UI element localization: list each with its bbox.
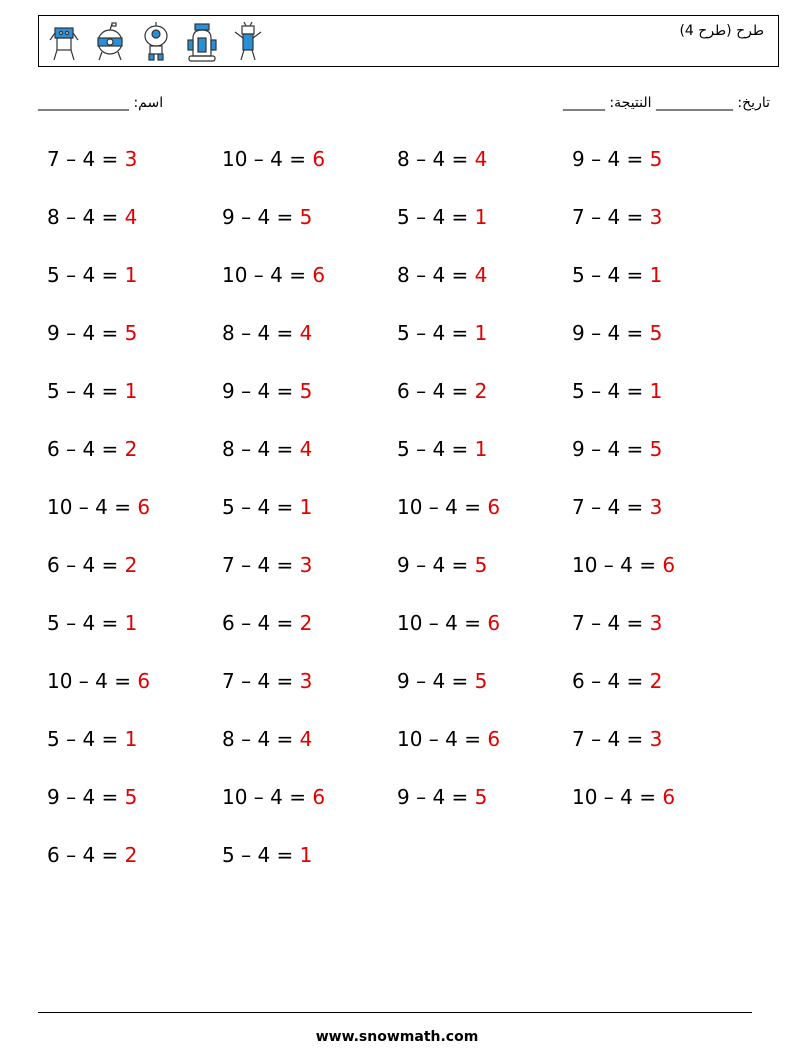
problem-item bbox=[397, 437, 487, 461]
problem-item bbox=[397, 553, 487, 577]
problem-item bbox=[222, 669, 312, 693]
problem-question: 5 – 4 = bbox=[47, 611, 125, 635]
problem-item bbox=[47, 553, 137, 577]
problem-item bbox=[222, 495, 312, 519]
problem-question: 8 – 4 = bbox=[47, 205, 125, 229]
problem-question: 9 – 4 = bbox=[397, 669, 475, 693]
problem-item bbox=[572, 437, 662, 461]
problem-question: 7 – 4 = bbox=[572, 727, 650, 751]
problem-item bbox=[47, 669, 150, 693]
problem-answer: 1 bbox=[474, 437, 488, 461]
problem-question: 9 – 4 = bbox=[572, 437, 650, 461]
problem-item bbox=[572, 553, 675, 577]
problem-question: 10 – 4 = bbox=[572, 785, 663, 809]
problem-item bbox=[397, 263, 487, 287]
problem-item bbox=[47, 437, 137, 461]
problem-answer: 5 bbox=[649, 437, 663, 461]
problem-item bbox=[47, 495, 150, 519]
problem-answer: 6 bbox=[487, 495, 501, 519]
problem-question: 5 – 4 = bbox=[397, 321, 475, 345]
problem-question: 6 – 4 = bbox=[222, 611, 300, 635]
problem-item bbox=[397, 147, 487, 171]
problem-question: 7 – 4 = bbox=[47, 147, 125, 171]
problem-question: 10 – 4 = bbox=[222, 785, 313, 809]
problem-item bbox=[222, 263, 325, 287]
problem-question: 5 – 4 = bbox=[222, 843, 300, 867]
problem-item bbox=[47, 205, 137, 229]
problem-answer: 3 bbox=[299, 553, 313, 577]
problem-answer: 1 bbox=[299, 495, 313, 519]
problem-question: 9 – 4 = bbox=[47, 785, 125, 809]
problem-item bbox=[572, 205, 662, 229]
problem-item bbox=[397, 379, 487, 403]
problem-answer: 3 bbox=[649, 727, 663, 751]
problem-answer: 5 bbox=[124, 321, 138, 345]
problem-item bbox=[397, 321, 487, 345]
problem-question: 8 – 4 = bbox=[222, 727, 300, 751]
problem-question: 6 – 4 = bbox=[47, 553, 125, 577]
problem-item bbox=[47, 147, 137, 171]
problem-question: 6 – 4 = bbox=[397, 379, 475, 403]
problem-question: 8 – 4 = bbox=[397, 263, 475, 287]
problem-question: 9 – 4 = bbox=[47, 321, 125, 345]
problem-question: 9 – 4 = bbox=[572, 147, 650, 171]
problem-answer: 3 bbox=[649, 611, 663, 635]
problem-question: 10 – 4 = bbox=[397, 495, 488, 519]
problem-question: 9 – 4 = bbox=[397, 553, 475, 577]
problem-item bbox=[47, 785, 137, 809]
problem-item bbox=[47, 843, 137, 867]
problem-item bbox=[572, 669, 662, 693]
problem-item bbox=[222, 321, 312, 345]
problem-answer: 3 bbox=[299, 669, 313, 693]
problem-item bbox=[47, 379, 137, 403]
problem-answer: 2 bbox=[124, 437, 138, 461]
problem-question: 8 – 4 = bbox=[222, 437, 300, 461]
problem-item bbox=[222, 727, 312, 751]
problem-answer: 6 bbox=[487, 611, 501, 635]
problem-item bbox=[397, 669, 487, 693]
problem-question: 10 – 4 = bbox=[47, 495, 138, 519]
problem-question: 5 – 4 = bbox=[47, 263, 125, 287]
footer-divider bbox=[38, 1012, 752, 1013]
problem-item bbox=[572, 321, 662, 345]
problem-question: 10 – 4 = bbox=[397, 611, 488, 635]
problem-answer: 4 bbox=[474, 263, 488, 287]
problem-item bbox=[572, 727, 662, 751]
problem-question: 10 – 4 = bbox=[572, 553, 663, 577]
problem-question: 8 – 4 = bbox=[397, 147, 475, 171]
problem-item bbox=[47, 727, 137, 751]
problem-question: 10 – 4 = bbox=[222, 263, 313, 287]
problem-question: 5 – 4 = bbox=[47, 727, 125, 751]
problem-question: 5 – 4 = bbox=[397, 437, 475, 461]
problem-answer: 2 bbox=[474, 379, 488, 403]
problem-answer: 1 bbox=[124, 379, 138, 403]
problem-answer: 6 bbox=[662, 553, 676, 577]
problem-answer: 5 bbox=[649, 147, 663, 171]
worksheet-title: طرح (طرح 4) bbox=[679, 23, 764, 39]
problem-item bbox=[222, 147, 325, 171]
problem-question: 9 – 4 = bbox=[222, 205, 300, 229]
problem-item bbox=[222, 437, 312, 461]
problem-item bbox=[222, 611, 312, 635]
problem-answer: 1 bbox=[124, 263, 138, 287]
problem-question: 5 – 4 = bbox=[47, 379, 125, 403]
problem-answer: 3 bbox=[649, 205, 663, 229]
problem-item bbox=[572, 495, 662, 519]
problem-answer: 5 bbox=[474, 669, 488, 693]
problem-question: 7 – 4 = bbox=[222, 669, 300, 693]
problem-question: 5 – 4 = bbox=[572, 263, 650, 287]
problem-item bbox=[572, 785, 675, 809]
problem-answer: 2 bbox=[649, 669, 663, 693]
problem-answer: 5 bbox=[299, 205, 313, 229]
problem-answer: 6 bbox=[312, 785, 326, 809]
problem-answer: 2 bbox=[124, 843, 138, 867]
problem-item bbox=[222, 553, 312, 577]
problem-question: 10 – 4 = bbox=[222, 147, 313, 171]
problem-answer: 5 bbox=[299, 379, 313, 403]
problem-question: 9 – 4 = bbox=[222, 379, 300, 403]
problem-answer: 6 bbox=[487, 727, 501, 751]
problem-answer: 5 bbox=[474, 553, 488, 577]
problem-answer: 6 bbox=[137, 495, 151, 519]
problem-answer: 4 bbox=[299, 727, 313, 751]
problem-answer: 1 bbox=[474, 321, 488, 345]
problem-question: 8 – 4 = bbox=[222, 321, 300, 345]
problem-answer: 4 bbox=[474, 147, 488, 171]
problem-item bbox=[397, 205, 487, 229]
problem-question: 10 – 4 = bbox=[47, 669, 138, 693]
problem-answer: 5 bbox=[124, 785, 138, 809]
problem-answer: 1 bbox=[649, 379, 663, 403]
problem-answer: 4 bbox=[124, 205, 138, 229]
problem-item bbox=[47, 611, 137, 635]
problem-question: 7 – 4 = bbox=[572, 495, 650, 519]
problem-question: 7 – 4 = bbox=[572, 205, 650, 229]
problem-answer: 2 bbox=[299, 611, 313, 635]
problem-question: 7 – 4 = bbox=[572, 611, 650, 635]
problem-answer: 1 bbox=[124, 611, 138, 635]
problem-answer: 1 bbox=[474, 205, 488, 229]
problem-answer: 4 bbox=[299, 437, 313, 461]
problem-item bbox=[397, 611, 500, 635]
problem-answer: 6 bbox=[312, 147, 326, 171]
problem-question: 5 – 4 = bbox=[397, 205, 475, 229]
problem-item bbox=[572, 611, 662, 635]
problem-answer: 6 bbox=[312, 263, 326, 287]
problem-answer: 6 bbox=[662, 785, 676, 809]
problem-answer: 3 bbox=[124, 147, 138, 171]
problem-answer: 2 bbox=[124, 553, 138, 577]
problem-item bbox=[572, 263, 662, 287]
problem-question: 5 – 4 = bbox=[572, 379, 650, 403]
problem-answer: 5 bbox=[649, 321, 663, 345]
problem-item bbox=[572, 147, 662, 171]
problem-item bbox=[222, 205, 312, 229]
problem-answer: 4 bbox=[299, 321, 313, 345]
date-score-field: تاريخ: ___________ النتيجة: ______ bbox=[562, 95, 770, 111]
problem-answer: 1 bbox=[124, 727, 138, 751]
problem-question: 6 – 4 = bbox=[47, 843, 125, 867]
problem-question: 6 – 4 = bbox=[47, 437, 125, 461]
problem-question: 6 – 4 = bbox=[572, 669, 650, 693]
problem-item bbox=[47, 321, 137, 345]
problem-answer: 3 bbox=[649, 495, 663, 519]
problem-item bbox=[222, 379, 312, 403]
problem-item bbox=[222, 785, 325, 809]
problem-question: 7 – 4 = bbox=[222, 553, 300, 577]
problem-question: 10 – 4 = bbox=[397, 727, 488, 751]
problem-answer: 1 bbox=[649, 263, 663, 287]
problem-question: 5 – 4 = bbox=[222, 495, 300, 519]
problem-question: 9 – 4 = bbox=[572, 321, 650, 345]
problem-item bbox=[572, 379, 662, 403]
name-field: اسم: _____________ bbox=[38, 95, 164, 111]
problem-item bbox=[397, 727, 500, 751]
problem-answer: 6 bbox=[137, 669, 151, 693]
problem-answer: 1 bbox=[299, 843, 313, 867]
problem-answer: 5 bbox=[474, 785, 488, 809]
problem-item bbox=[397, 495, 500, 519]
problem-question: 9 – 4 = bbox=[397, 785, 475, 809]
footer-url: www.snowmath.com bbox=[315, 1029, 479, 1045]
problem-item bbox=[397, 785, 487, 809]
problem-item bbox=[47, 263, 137, 287]
problem-item bbox=[222, 843, 312, 867]
